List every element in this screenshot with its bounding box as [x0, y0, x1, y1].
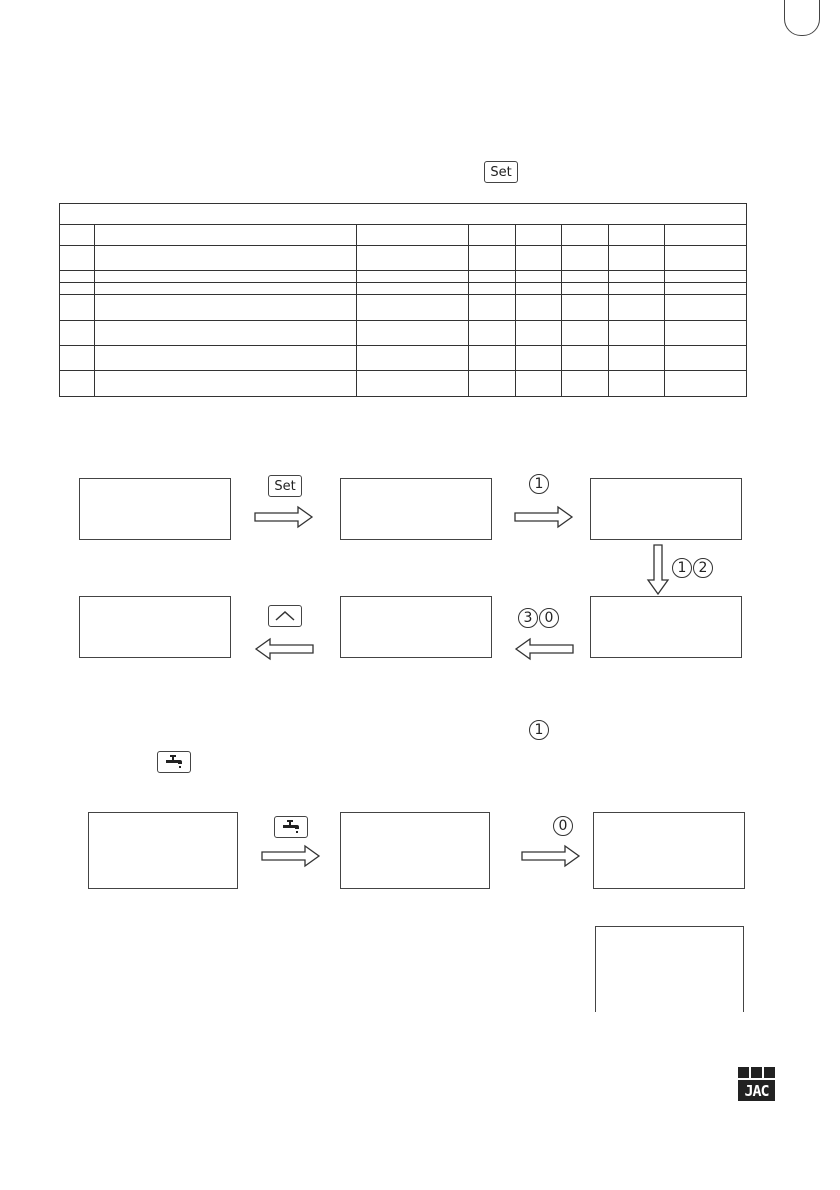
digit-key-group: [518, 608, 559, 628]
digit-key-0-icon: 0: [539, 608, 559, 628]
outline-arrow-right-icon: [514, 505, 574, 529]
display-screen-7: [88, 812, 238, 889]
display-screen-8: [340, 812, 490, 889]
digit-key-group: [553, 816, 573, 836]
digit-key-0-icon: 0: [553, 816, 573, 836]
display-screen-1: [79, 478, 231, 540]
binding-hole: [784, 0, 820, 36]
digit-key-group: [672, 558, 713, 578]
table-header-row: [60, 225, 747, 246]
display-screen-6: [590, 596, 742, 658]
digit-key-group: [529, 474, 549, 494]
outline-arrow-left-icon: [514, 637, 574, 661]
tap-key-icon: [157, 751, 191, 773]
display-screen-9: [593, 812, 745, 889]
display-screen-2: [340, 478, 492, 540]
set-key-icon: [268, 475, 302, 497]
set-key-label: Set: [490, 164, 512, 180]
digit-key-1-icon: 1: [529, 474, 549, 494]
table-row: [60, 321, 747, 346]
outline-arrow-right-icon: [521, 844, 581, 868]
digit-key-1-icon: 1: [529, 720, 549, 740]
digit-key-2-icon: 2: [693, 558, 713, 578]
display-screen-4: [79, 596, 231, 658]
table-row: [60, 246, 747, 271]
table-row: [60, 271, 747, 283]
display-screen-3: [590, 478, 742, 540]
outline-arrow-left-icon: [254, 637, 314, 661]
outline-arrow-right-icon: [261, 844, 321, 868]
display-screen-5: [340, 596, 492, 658]
outline-arrow-down-icon: [646, 544, 670, 596]
table-row: [60, 295, 747, 321]
digit-key-group: [529, 720, 549, 740]
up-key-icon: [268, 605, 302, 627]
table-title-row: [60, 204, 747, 225]
set-key-label: Set: [274, 478, 296, 494]
digit-key-3-icon: 3: [518, 608, 538, 628]
table-row: [60, 283, 747, 295]
outline-arrow-right-icon: [254, 505, 314, 529]
set-key-icon: [484, 161, 518, 183]
table-row: [60, 346, 747, 371]
table-row: [60, 371, 747, 397]
parameter-table: [59, 203, 747, 397]
jac-logo-text: JAC: [738, 1080, 775, 1101]
digit-key-1-icon: 1: [672, 558, 692, 578]
display-screen-10: [595, 926, 744, 1012]
tap-key-icon: [274, 816, 308, 838]
jac-logo: [738, 1067, 775, 1101]
